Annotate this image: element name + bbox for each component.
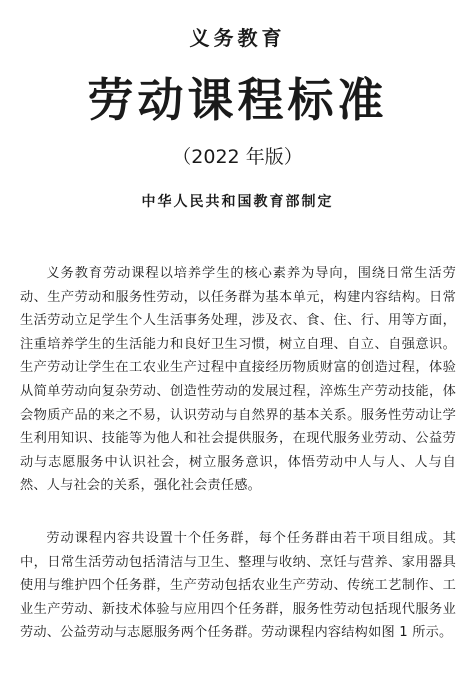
paragraph-2: 劳动课程内容共设置十个任务群，每个任务群由若干项目组成。其中，日常生活劳动包括清洁与卫生、整理与收纳、烹饪与营养、家用器具使用与维护四个任务群，生产劳动包括农业生产劳动、传统工艺制作、工业生产劳动、新技术体验与应用四个任务群，服务性劳动包括现代服务业劳动、公益劳动与志愿服务两个任务群。劳动课程内容结构如图 1 所示。 (20, 531, 456, 641)
issuer-line: 中华人民共和国教育部制定 (141, 194, 334, 210)
body-section-1 (20, 262, 456, 498)
document-title: 劳动课程标准 (87, 73, 388, 127)
body-section-2 (20, 527, 456, 645)
series-heading: 义务教育 (189, 26, 286, 50)
edition-label: （2022 年版） (172, 146, 303, 168)
paragraph-1: 义务教育劳动课程以培养学生的核心素养为导向，围绕日常生活劳动、生产劳动和服务性劳动，以任务群为基本单元，构建内容结构。日常生活劳动立足学生个人生活事务处理，涉及衣、食、住、行、用等方面，注重培养学生的生活能力和良好卫生习惯，树立自理、自立、自强意识。生产劳动让学生在工农业生产过程中直接经历物质财富的创造过程，体验从简单劳动向复杂劳动、创造性劳动的发展过程，淬炼生产劳动技能，体会物质产品的来之不易，认识劳动与自然界的基本关系。服务性劳动让学生利用知识、技能等为他人和社会提供服务，在现代服务业劳动、公益劳动与志愿服务中认识社会，树立服务意识，体悟劳动中人与人、人与自然、人与社会的关系，强化社会责任感。 (20, 266, 456, 494)
